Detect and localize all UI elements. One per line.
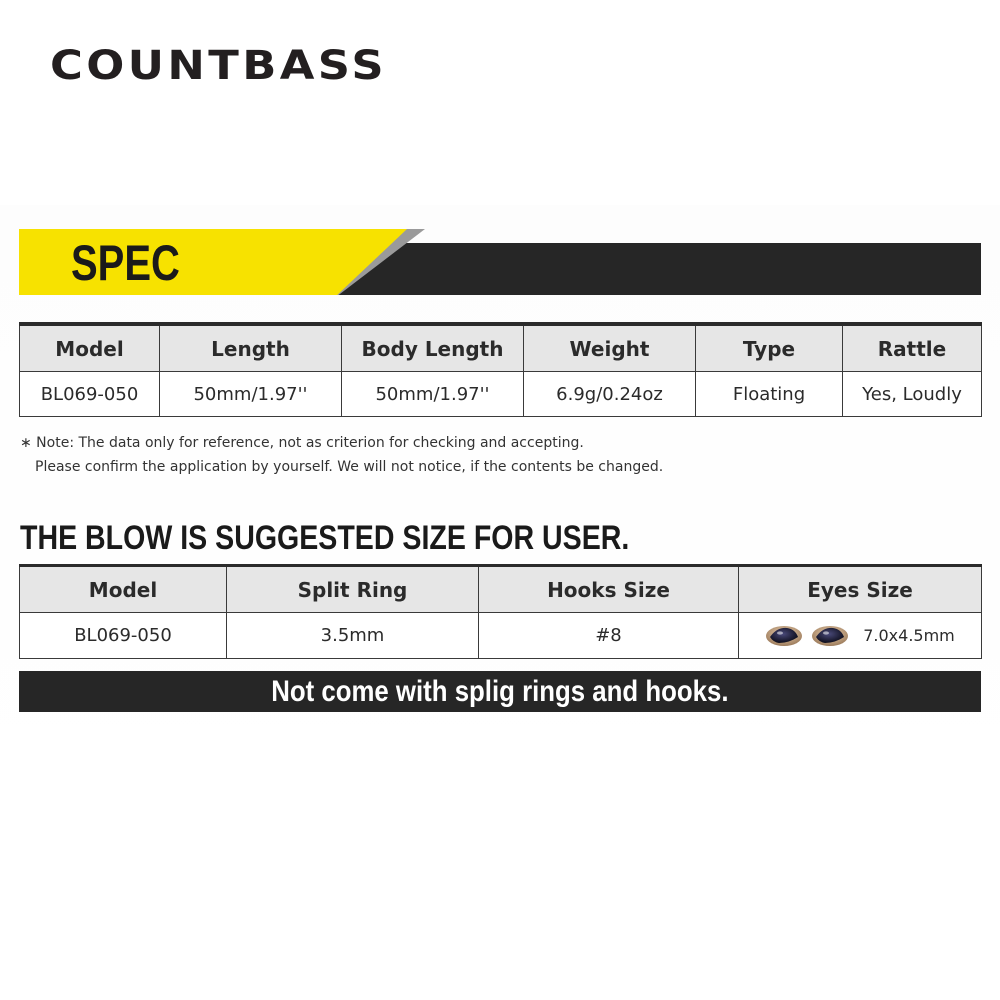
note-line-1: ∗ Note: The data only for reference, not as criterion for checking and accepting. bbox=[20, 435, 584, 451]
table-row bbox=[20, 372, 982, 417]
suggest-split-ring-value: 3.5mm bbox=[227, 613, 479, 659]
spec-col-body-length: Body Length bbox=[342, 324, 524, 372]
notice-text: Not come with splig rings and hooks. bbox=[271, 675, 729, 708]
spec-col-model: Model bbox=[20, 324, 160, 372]
suggest-col-eyes-size: Eyes Size bbox=[739, 566, 982, 613]
brand-logo: COUNTBASS bbox=[50, 43, 387, 89]
suggest-hooks-size-value: #8 bbox=[479, 613, 739, 659]
suggested-size-table bbox=[19, 564, 982, 659]
suggest-eyes-size-value: 7.0x4.5mm bbox=[863, 626, 955, 645]
spec-header-row bbox=[20, 324, 982, 372]
suggest-col-model: Model bbox=[20, 566, 227, 613]
suggested-size-heading: THE BLOW IS SUGGESTED SIZE FOR USER. bbox=[20, 519, 630, 557]
spec-title: SPEC bbox=[71, 235, 180, 291]
spec-body-length-value: 50mm/1.97'' bbox=[342, 372, 524, 417]
suggest-header-row bbox=[20, 566, 982, 613]
suggest-col-split-ring: Split Ring bbox=[227, 566, 479, 613]
spec-length-value: 50mm/1.97'' bbox=[160, 372, 342, 417]
content-background bbox=[0, 205, 1000, 805]
table-row bbox=[20, 613, 982, 659]
note-line-2: Please confirm the application by yourself. We will not notice, if the contents be changed. bbox=[35, 459, 664, 475]
spec-table bbox=[19, 322, 982, 417]
spec-col-weight: Weight bbox=[524, 324, 696, 372]
spec-col-length: Length bbox=[160, 324, 342, 372]
disclaimer-note bbox=[20, 431, 663, 479]
spec-type-value: Floating bbox=[696, 372, 843, 417]
spec-weight-value: 6.9g/0.24oz bbox=[524, 372, 696, 417]
spec-col-type: Type bbox=[696, 324, 843, 372]
spec-col-rattle: Rattle bbox=[843, 324, 982, 372]
spec-banner bbox=[19, 229, 981, 295]
3d-eye-icon bbox=[765, 625, 803, 647]
3d-eye-icon bbox=[811, 625, 849, 647]
suggest-col-hooks-size: Hooks Size bbox=[479, 566, 739, 613]
spec-rattle-value: Yes, Loudly bbox=[843, 372, 982, 417]
suggest-eyes-size-cell bbox=[739, 613, 982, 659]
notice-bar bbox=[19, 671, 981, 712]
suggest-model-value: BL069-050 bbox=[20, 613, 227, 659]
spec-model-value: BL069-050 bbox=[20, 372, 160, 417]
